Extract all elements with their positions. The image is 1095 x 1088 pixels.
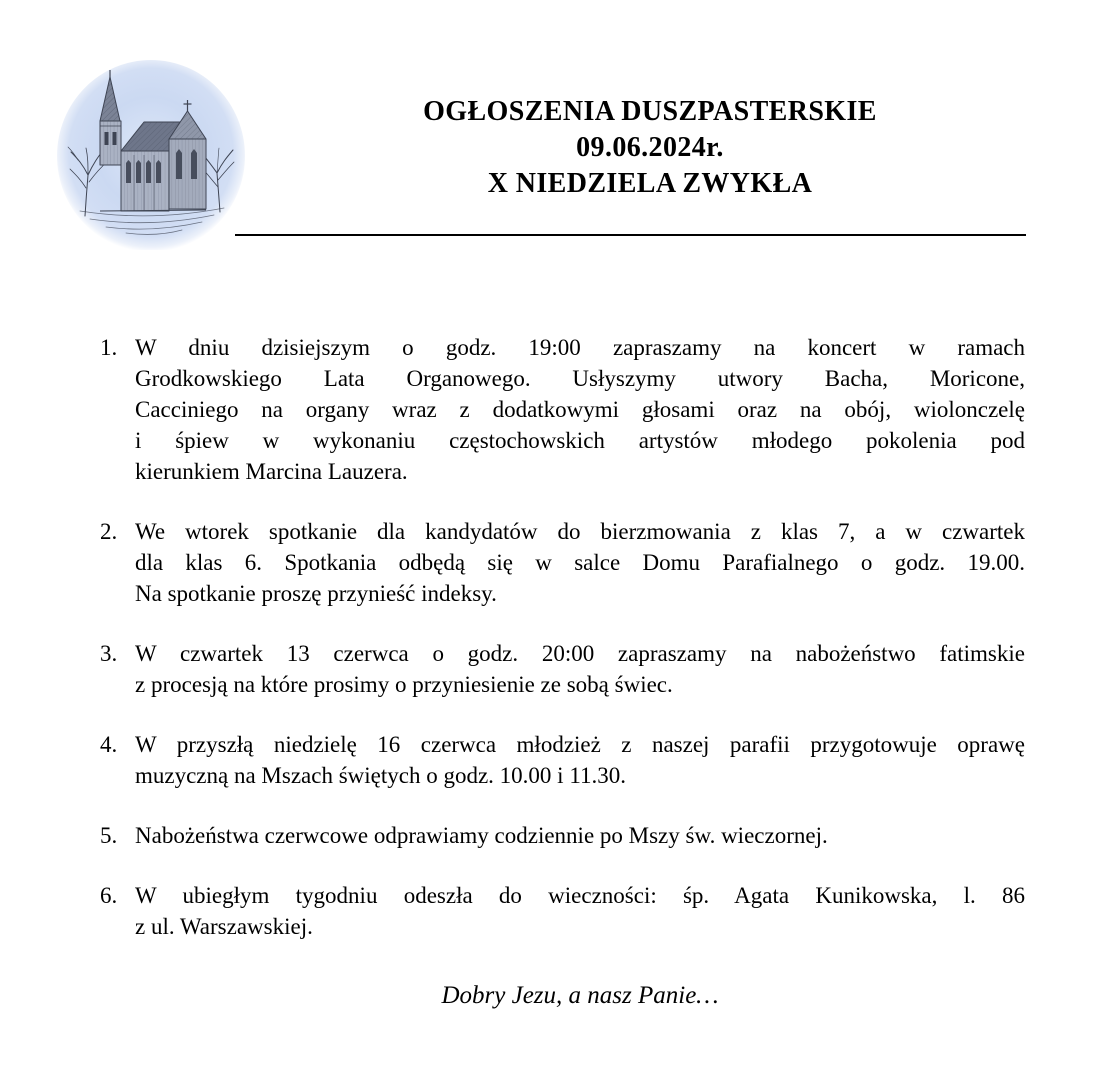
item-line: z procesją na które prosimy o przyniesienie ze sobą świec. [135,672,673,697]
item-line: dla klas 6. Spotkania odbędą się w salce Domu Parafialnego o godz. 19.00. [135,550,1025,575]
announcement-list [100,332,1025,971]
item-text [135,638,1025,700]
item-line: z ul. Warszawskiej. [135,914,313,939]
item-number: 3. [100,641,118,666]
item-line: W przyszłą niedzielę 16 czerwca młodzież z naszej parafii przygotowuje oprawę [135,732,1025,757]
church-engraving-icon [56,58,246,250]
item-number: 6. [100,883,118,908]
item-line: kierunkiem Marcina Lauzera. [135,459,408,484]
item-text [135,729,1025,791]
header-date: 09.06.2024r. [576,132,724,163]
item-text [135,880,1025,942]
document-header [270,94,1030,202]
page-title: OGŁOSZENIA DUSZPASTERSKIE [423,96,877,127]
announcement-item [100,516,1025,609]
item-text [135,820,1025,851]
item-number: 4. [100,732,118,757]
header-subtitle: X NIEDZIELA ZWYKŁA [487,168,813,199]
item-line: W czwartek 13 czerwca o godz. 20:00 zapraszamy na nabożeństwo fatimskie [135,641,1025,666]
closing-prayer: Dobry Jezu, a nasz Panie… [441,982,719,1009]
item-line: W dniu dzisiejszym o godz. 19:00 zapraszamy na koncert w ramach [135,335,1025,360]
church-illustration [56,58,246,250]
item-number: 2. [100,519,118,544]
announcement-item [100,729,1025,791]
header-divider [235,234,1026,236]
item-text [135,516,1025,609]
item-line: Nabożeństwa czerwcowe odprawiamy codziennie po Mszy św. wieczornej. [135,823,828,848]
announcement-item [100,880,1025,942]
item-line: Cacciniego na organy wraz z dodatkowymi głosami oraz na obój, wiolonczelę [135,397,1025,422]
item-line: Grodkowskiego Lata Organowego. Usłyszymy utwory Bacha, Moricone, [135,366,1025,391]
item-line: Na spotkanie proszę przynieść indeksy. [135,581,497,606]
announcement-item [100,820,1025,851]
announcement-item [100,638,1025,700]
item-line: muzyczną na Mszach świętych o godz. 10.00 i 11.30. [135,763,626,788]
item-number: 5. [100,823,118,848]
item-line: We wtorek spotkanie dla kandydatów do bierzmowania z klas 7, a w czwartek [135,519,1025,544]
item-text [135,332,1025,487]
item-line: W ubiegłym tygodniu odeszła do wieczności: śp. Agata Kunikowska, l. 86 [135,883,1025,908]
announcement-item [100,332,1025,487]
item-number: 1. [100,335,118,360]
item-line: i śpiew w wykonaniu częstochowskich artystów młodego pokolenia pod [135,428,1025,453]
